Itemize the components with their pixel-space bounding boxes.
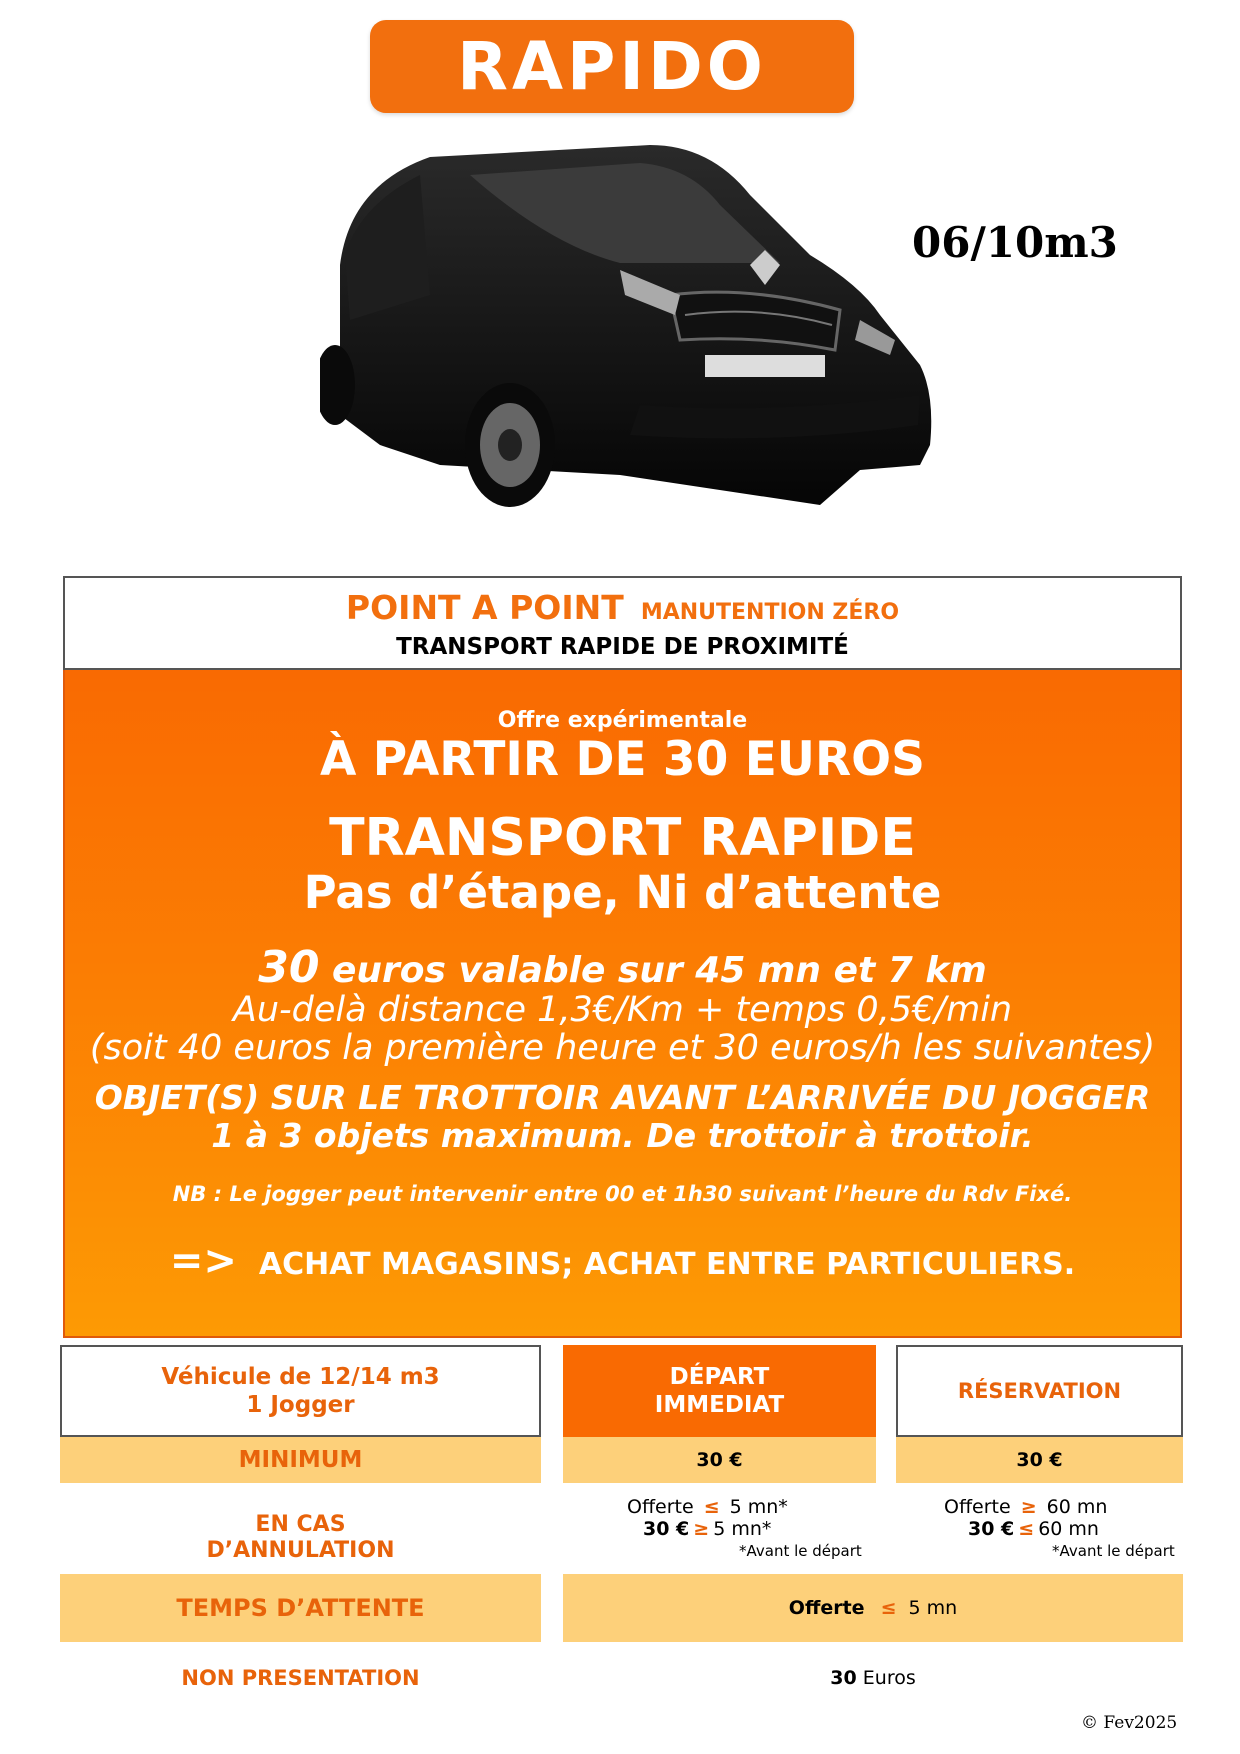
annul-depart xyxy=(627,1496,867,1562)
depart-line1: DÉPART xyxy=(669,1364,770,1390)
van-image xyxy=(320,145,950,545)
noshow-value xyxy=(563,1656,1183,1700)
noshow-unit: Euros xyxy=(862,1667,916,1689)
minimum-label: MINIMUM xyxy=(60,1437,541,1483)
offer-panel xyxy=(63,670,1182,1338)
waiting-free: Offerte xyxy=(788,1597,865,1619)
annul-reservation-free xyxy=(944,1496,1184,1518)
noshow-label: NON PRESENTATION xyxy=(181,1666,420,1690)
vehicle-jogger: 1 Jogger xyxy=(246,1392,355,1418)
waiting-sign: ≤ xyxy=(880,1597,897,1619)
reservation-header: RÉSERVATION xyxy=(896,1345,1183,1437)
noshow-amount: 30 xyxy=(830,1667,857,1689)
depart-header xyxy=(563,1345,876,1437)
vehicle-header xyxy=(60,1345,541,1437)
annul-depart-paid-value: 5 mn* xyxy=(713,1518,772,1540)
offer-from-price: À PARTIR DE 30 EUROS xyxy=(320,732,925,787)
waiting-value xyxy=(563,1574,1183,1642)
annul-reservation-paid-sign: ≤ xyxy=(1018,1518,1035,1540)
annul-depart-paid-sign: ≥ xyxy=(693,1518,710,1540)
annulation-label xyxy=(60,1497,541,1579)
annul-depart-free-value: 5 mn* xyxy=(729,1496,788,1518)
waiting-label: TEMPS D’ATTENTE xyxy=(60,1574,541,1642)
intro-box xyxy=(63,576,1182,670)
vehicle-volume: 06/10m3 xyxy=(912,218,1118,267)
intro-title-line xyxy=(65,588,1180,627)
depart-line2: IMMEDIAT xyxy=(654,1392,785,1418)
annul-reservation-free-sign: ≥ xyxy=(1020,1496,1037,1518)
annul-reservation-note: *Avant le départ xyxy=(1052,1542,1175,1560)
annul-depart-paid-label: 30 € xyxy=(643,1518,690,1540)
annul-reservation-paid xyxy=(944,1518,1184,1540)
offer-nb: NB : Le jogger peut intervenir entre 00 et 1h30 suivant l’heure du Rdv Fixé. xyxy=(172,1182,1073,1206)
offer-price-line xyxy=(65,942,1180,993)
annulation-line1: EN CAS xyxy=(255,1512,346,1537)
annul-depart-free-sign: ≤ xyxy=(703,1496,720,1518)
annul-depart-free-label: Offerte xyxy=(627,1496,694,1518)
annul-reservation-free-label: Offerte xyxy=(944,1496,1011,1518)
intro-title: POINT A POINT xyxy=(345,588,624,627)
annul-depart-paid xyxy=(627,1518,867,1540)
brand-name: RAPIDO xyxy=(457,28,767,105)
offer-purchases-text: ACHAT MAGASINS; ACHAT ENTRE PARTICULIERS. xyxy=(258,1247,1076,1282)
annul-reservation-paid-value: 60 mn xyxy=(1038,1518,1099,1540)
annul-depart-free xyxy=(627,1496,867,1518)
offer-experimental: Offre expérimentale xyxy=(497,708,748,733)
annul-reservation-paid-label: 30 € xyxy=(968,1518,1015,1540)
annulation-line2: D’ANNULATION xyxy=(206,1538,395,1563)
offer-objects-line2: 1 à 3 objets maximum. De trottoir à trottoir. xyxy=(211,1116,1034,1155)
waiting-duration: 5 mn xyxy=(908,1597,958,1619)
minimum-depart: 30 € xyxy=(563,1437,876,1483)
offer-purchases xyxy=(65,1238,1180,1284)
offer-transport: TRANSPORT RAPIDE xyxy=(329,808,916,868)
intro-tagline: TRANSPORT RAPIDE DE PROXIMITÉ xyxy=(396,634,849,660)
offer-price-text: euros valable sur 45 mn et 7 km xyxy=(319,950,987,991)
offer-no-stop: Pas d’étape, Ni d’attente xyxy=(303,866,942,919)
offer-hourly: (soit 40 euros la première heure et 30 euros/h les suivantes) xyxy=(89,1028,1156,1068)
offer-objects-line1: OBJET(S) SUR LE TROTTOIR AVANT L’ARRIVÉE DU JOGGER xyxy=(94,1078,1151,1117)
offer-beyond: Au-delà distance 1,3€/Km + temps 0,5€/min xyxy=(232,990,1013,1030)
vehicle-size: Véhicule de 12/14 m3 xyxy=(161,1364,440,1390)
offer-price-number: 30 xyxy=(258,942,320,993)
copyright: © Fev2025 xyxy=(1081,1713,1178,1733)
annul-depart-note: *Avant le départ xyxy=(739,1542,862,1560)
minimum-reservation: 30 € xyxy=(896,1437,1183,1483)
intro-subtitle: MANUTENTION ZÉRO xyxy=(640,600,900,625)
annul-reservation-free-value: 60 mn xyxy=(1046,1496,1108,1518)
brand-logo xyxy=(370,20,854,113)
arrow-icon: => xyxy=(169,1238,237,1284)
annul-reservation xyxy=(944,1496,1184,1562)
